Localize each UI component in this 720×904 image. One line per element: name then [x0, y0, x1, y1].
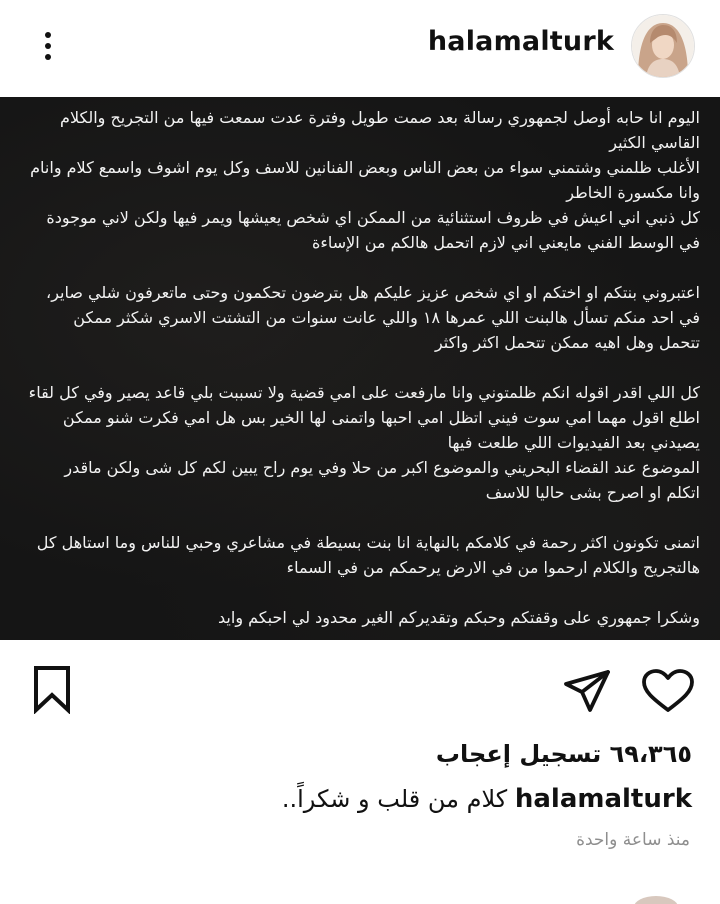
avatar-portrait-icon — [632, 15, 694, 77]
save-button[interactable] — [30, 664, 74, 714]
post-text-line: كل ذنبي اني اعيش في ظروف استثنائية من الممكن اي شخص يعيشها ويمر فيها ولكن لاني موجودة — [46, 208, 700, 227]
post-text-line: القاسي الكثير — [609, 133, 700, 152]
post-image[interactable] — [0, 97, 720, 640]
post-text-line: وانا مكسورة الخاطر — [566, 183, 700, 202]
like-button[interactable] — [640, 668, 696, 714]
post-paragraph — [20, 530, 700, 580]
post-text-line: هالتجريح والكلام ارحموا من في الارض يرحمكم من في السماء — [286, 558, 700, 577]
post-text-line: وشكرا جمهوري على وقفتكم وحبكم وتقديركم الغير محدود لي احبكم وايد — [218, 608, 700, 627]
header-username[interactable]: halamalturk — [427, 26, 614, 57]
post-text-line: في الوسط الفني مايعني اني لازم اتحمل هالكم من الإساءة — [311, 233, 700, 252]
post-paragraph — [20, 605, 700, 630]
caption-text: كلام من قلب و شكراً.. — [281, 785, 508, 813]
post-text-line: اليوم انا حابه أوصل لجمهوري رسالة بعد صمت طويل وفترة عدت سمعت فيها من التجريح والكلام — [60, 108, 700, 127]
post-text-line: اطلع اقول مهما امي سوت فيني اتظل امي احبها واتمنى لها الخير بس هل امي فكرت شنو ممكن — [62, 408, 700, 427]
post-text-line: يصيدني بعد الفيديوات اللي طلعت فيها — [447, 433, 700, 452]
post-text-line: اتمنى تكونون اكثر رحمة في كلامكم بالنهاية انا بنت بسيطة في مشاعري وحبي للناس وما استاهل كل — [36, 533, 700, 552]
heart-icon — [640, 668, 696, 714]
post-paragraph — [20, 280, 700, 355]
next-post-avatar — [634, 896, 678, 904]
post-message-text — [20, 105, 700, 655]
post-paragraph — [20, 105, 700, 255]
post-text-line: الأغلب ظلمني وشتمني سواء من بعض الناس وبعض الفنانين للاسف وكل يوم اشوف واسمع كلام وانام — [30, 158, 700, 177]
bookmark-icon — [30, 664, 74, 714]
post-text-line: اعتبروني بنتكم او اختكم او اي شخص عزيز عليكم هل بترضون تحكمون وحتى ماتعرفون شلي صاير، — [46, 283, 700, 302]
caption-username[interactable]: halamalturk — [514, 784, 692, 814]
post-paragraph — [20, 380, 700, 505]
send-icon — [562, 668, 612, 714]
post-timestamp: منذ ساعة واحدة — [576, 830, 690, 850]
likes-count[interactable]: ٦٩،٣٦٥ تسجيل إعجاب — [435, 740, 692, 768]
post-caption — [282, 784, 692, 814]
post-text-line: الموضوع عند القضاء البحريني والموضوع اكبر من حلا وفي يوم راح يبين لكم كل شى ولكن ماقدر — [64, 458, 700, 477]
profile-avatar[interactable] — [631, 14, 695, 78]
post-text-line: اتكلم او اصرح بشى حاليا للاسف — [485, 483, 700, 502]
post-text-line: في احد منكم تسأل هالبنت اللي عمرها ١٨ واللي عانت سنوات من التشتت الاسري شكثر ممكن — [73, 308, 700, 327]
share-button[interactable] — [562, 668, 612, 714]
post-action-bar — [0, 650, 720, 730]
post-text-line: كل اللي اقدر اقوله انكم ظلمتوني وانا مارفعت على امي قضية ولا تسببت بلي قاعد يصير وفي كل لقاء — [28, 383, 700, 402]
post-text-line: تتحمل وهل اهيه ممكن تتحمل اكثر واكثر — [434, 333, 700, 352]
post-header — [0, 0, 720, 96]
more-options-button[interactable] — [30, 26, 66, 66]
